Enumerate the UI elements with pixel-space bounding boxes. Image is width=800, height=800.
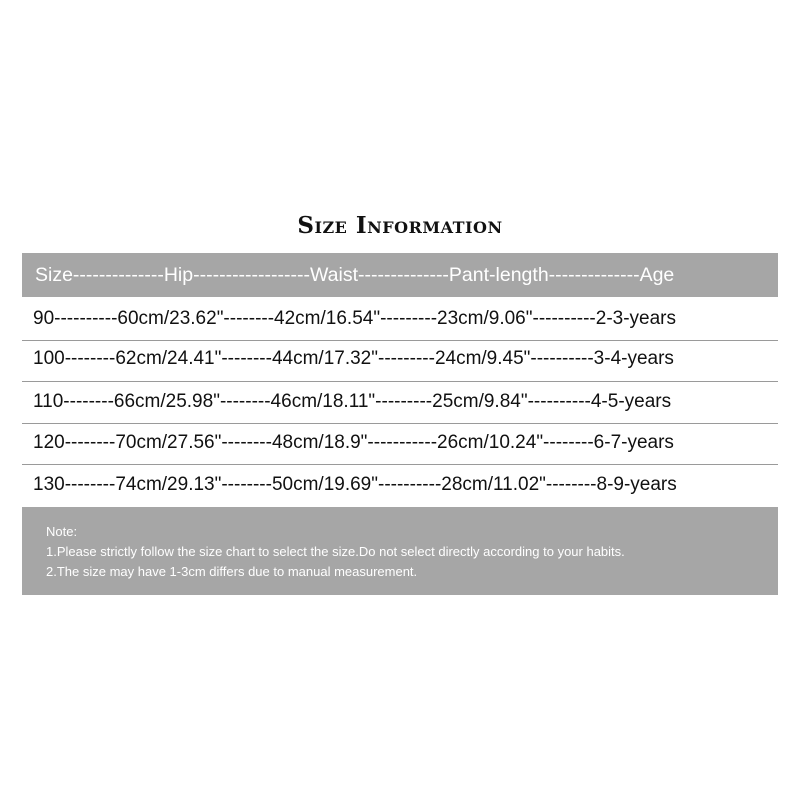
table-row-text: 100--------62cm/24.41"--------44cm/17.32"---------24cm/9.45"----------3-4-years xyxy=(33,348,674,369)
note-line-1: 1.Please strictly follow the size chart to select the size.Do not select directly according to your habits. xyxy=(46,544,625,559)
table-header xyxy=(22,253,778,297)
note-heading: Note: xyxy=(46,524,78,539)
table-row-text: 90----------60cm/23.62"--------42cm/16.54"---------23cm/9.06"----------2-3-years xyxy=(33,308,677,329)
table-row-text: 110--------66cm/25.98"--------46cm/18.11"---------25cm/9.84"----------4-5-years xyxy=(33,391,672,412)
table-header-label: Size--------------Hip------------------Waist--------------Pant-length--------------Age xyxy=(35,263,675,286)
note-box xyxy=(22,507,778,595)
table-row xyxy=(22,422,778,464)
table-row-text: 130--------74cm/29.13"--------50cm/19.69"----------28cm/11.02"--------8-9-years xyxy=(33,474,677,495)
table-row xyxy=(22,464,778,506)
table-row xyxy=(22,298,778,340)
page-title: Size Information xyxy=(297,212,503,239)
note-line-2: 2.The size may have 1-3cm differs due to manual measurement. xyxy=(46,564,418,579)
table-row-text: 120--------70cm/27.56"--------48cm/18.9"-----------26cm/10.24"--------6-7-years xyxy=(33,432,674,453)
table-row xyxy=(22,338,778,380)
table-row xyxy=(22,381,778,423)
